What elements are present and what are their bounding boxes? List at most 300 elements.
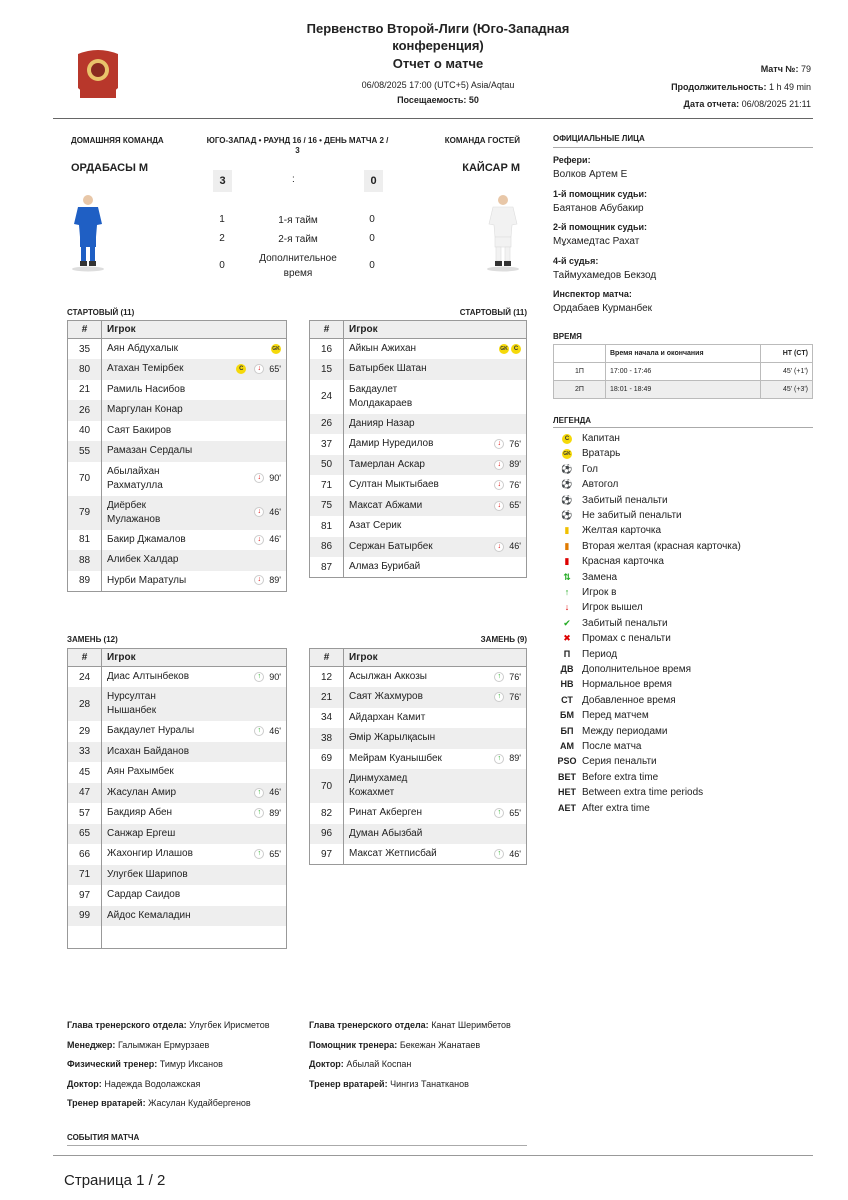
match-number — [761, 64, 811, 74]
table-row — [68, 803, 287, 824]
events-divider — [67, 1145, 527, 1146]
legend-symbol-icon: BET — [558, 771, 576, 782]
goalkeeper-icon: GK — [272, 345, 280, 352]
legend-item — [556, 770, 658, 785]
legend-title: ЛЕГЕНДА — [553, 416, 592, 425]
official-entry — [553, 289, 813, 323]
player-name: Әмір Жарылқасын — [349, 732, 436, 744]
staff-entry — [309, 1020, 511, 1030]
legend-text: Период — [582, 648, 618, 660]
table-row — [310, 708, 527, 729]
legend-symbol-icon: ✔ — [563, 617, 571, 628]
official-name: Волков Артем Е — [553, 169, 628, 180]
player-number: 86 — [310, 537, 344, 558]
table-row — [310, 769, 527, 803]
player-name: Батырбек Шатан — [349, 363, 427, 375]
table-row — [68, 762, 287, 783]
table-row — [68, 441, 287, 462]
officials-divider — [553, 147, 813, 148]
player-events — [217, 441, 286, 462]
player-number: 28 — [68, 687, 102, 721]
time-row — [554, 381, 813, 399]
staff-entry — [309, 1059, 411, 1069]
official-name: Таймухамедов Бекзод — [553, 269, 657, 281]
player-number: 26 — [68, 400, 102, 421]
home-starting-table — [67, 320, 287, 592]
official-role: Рефери: — [553, 155, 591, 165]
table-row — [310, 339, 527, 360]
col-number-header: # — [310, 321, 344, 339]
player-number: 33 — [68, 742, 102, 763]
player-number: 97 — [68, 885, 102, 906]
player-events — [217, 496, 286, 530]
player-name: Мейрам Куанышбек — [349, 752, 442, 764]
player-name: Динмухамед Кожахмет — [349, 773, 408, 798]
legend-symbol-icon: СТ — [561, 694, 573, 705]
event-minute: 46' — [509, 541, 521, 552]
legend-text: Между периодами — [582, 725, 668, 737]
away-period-2: 0 — [369, 233, 375, 244]
player-in-icon: ↑ — [494, 849, 504, 859]
legend-symbol-icon: AET — [558, 802, 576, 813]
table-row — [310, 749, 527, 770]
player-name-cell — [344, 803, 471, 824]
officials-title: ОФИЦИАЛЬНЫЕ ЛИЦА — [553, 134, 645, 143]
table-row — [68, 359, 287, 380]
player-number: 21 — [310, 687, 344, 708]
legend-text: Капитан — [582, 433, 620, 444]
time-range: 17:00 - 17:46 — [606, 363, 761, 381]
attendance-value: 50 — [468, 95, 479, 105]
player-in-icon: ↑ — [254, 849, 264, 859]
legend-text: Игрок вышел — [582, 602, 643, 614]
legend-text: Перед матчем — [582, 710, 649, 722]
time-period: 1П — [554, 363, 606, 381]
player-name: Диёрбек Мулажанов — [107, 499, 161, 525]
period-2-label: 2-я тайм — [278, 234, 318, 245]
legend-item — [556, 570, 617, 585]
player-number: 79 — [68, 496, 102, 530]
player-number: 21 — [68, 380, 102, 401]
legend-symbol-icon: ⚽ — [561, 494, 573, 505]
home-subs-table — [67, 648, 287, 949]
report-date — [684, 99, 811, 109]
player-number: 88 — [68, 550, 102, 571]
player-name: Диас Алтынбеков — [107, 671, 190, 682]
player-name: Максат Абжами — [349, 499, 423, 511]
time-col-range: Время начала и окончания — [606, 345, 761, 363]
staff-name: Абылай Коспан — [346, 1059, 412, 1069]
table-row — [310, 414, 527, 435]
table-row — [310, 475, 527, 496]
player-name-cell — [344, 339, 470, 360]
legend-item — [556, 724, 668, 739]
player-name: Сержан Батырбек — [349, 540, 433, 552]
player-name: Айкын Ажихан — [349, 343, 417, 354]
player-name: Бакир Джамалов — [107, 533, 186, 545]
legend-item — [556, 523, 661, 538]
player-out-icon: ↓ — [254, 535, 264, 545]
report-date-value: 06/08/2025 21:11 — [741, 99, 811, 109]
player-name-cell — [344, 434, 470, 455]
player-name-cell — [344, 475, 470, 496]
event-minute: 89' — [269, 807, 281, 818]
player-name: Абылайхан Рахматулла — [107, 465, 163, 491]
home-team-name: ОРДАБАСЫ М — [71, 162, 149, 174]
home-kit-icon — [70, 192, 106, 277]
home-score: 3 — [213, 170, 232, 192]
time-col-period — [554, 345, 606, 363]
player-number: 65 — [68, 824, 102, 845]
staff-entry — [67, 1059, 223, 1069]
match-duration — [671, 82, 811, 92]
table-row — [310, 434, 527, 455]
legend-text: Before extra time — [582, 771, 659, 783]
legend-symbol-icon: PSO — [557, 756, 577, 767]
time-row — [554, 363, 813, 381]
player-name: Сардар Саидов — [107, 889, 181, 901]
legend-item — [556, 801, 650, 816]
player-name-cell — [344, 687, 471, 708]
time-ht: 45' (+1') — [761, 363, 813, 381]
player-number: 66 — [68, 844, 102, 865]
period-1-label: 1-я тайм — [278, 215, 318, 226]
report-title: Первенство Второй-Лиги (Юго-Западная конференция) — [306, 21, 570, 53]
legend-item — [556, 631, 671, 646]
player-number: 29 — [68, 721, 102, 742]
player-events — [470, 455, 527, 476]
attendance-label: Посещаемость: — [397, 95, 467, 105]
legend-item — [556, 662, 691, 677]
legend-text: Забитый пенальти — [582, 494, 668, 506]
league-logo — [74, 48, 122, 106]
player-events — [228, 721, 287, 742]
table-row — [310, 844, 527, 865]
legend-text: After extra time — [582, 802, 650, 814]
event-minute: 90' — [269, 671, 281, 682]
legend-symbol-icon: П — [563, 648, 571, 659]
player-events — [217, 421, 286, 442]
legend-item — [556, 508, 682, 523]
player-name: Бакдияр Абен — [107, 807, 173, 819]
time-col-ht: HT (CT) — [761, 345, 813, 363]
staff-name: Жасулан Кудайбергенов — [148, 1098, 251, 1108]
staff-name: Надежда Водолажская — [104, 1078, 201, 1089]
official-role: 2-й помощник судьи: — [553, 222, 648, 232]
event-minute: 46' — [269, 787, 281, 798]
player-events — [217, 571, 286, 592]
player-name-cell — [102, 742, 228, 763]
legend-text: Замена — [582, 571, 618, 583]
player-name-cell — [344, 708, 471, 729]
player-name-cell — [102, 380, 218, 401]
player-name-cell — [102, 421, 218, 442]
legend-item — [556, 647, 617, 662]
staff-entry — [309, 1079, 469, 1089]
event-minute: 76' — [509, 671, 521, 682]
event-minute: 89' — [269, 575, 281, 585]
table-row — [310, 496, 527, 517]
legend-text: Игрок в — [582, 587, 617, 598]
header-divider — [53, 118, 813, 119]
staff-entry — [67, 1020, 270, 1030]
player-name-cell — [344, 359, 470, 380]
table-row — [68, 400, 287, 421]
staff-name: Тимур Иксанов — [159, 1059, 223, 1069]
away-team-name: КАЙСАР М — [462, 162, 520, 174]
player-name-cell — [102, 462, 218, 496]
table-row — [310, 667, 527, 688]
player-events — [217, 462, 286, 496]
player-name: Бакдаулет Нуралы — [107, 725, 195, 737]
player-name-cell — [102, 441, 218, 462]
player-name: Маргулан Конар — [107, 404, 183, 416]
attendance — [300, 95, 576, 105]
player-out-icon: ↓ — [254, 364, 264, 374]
table-row — [68, 496, 287, 530]
away-period-1: 0 — [369, 214, 375, 225]
time-range: 18:01 - 18:49 — [606, 381, 761, 399]
player-number: 82 — [310, 803, 344, 824]
official-role: 1-й помощник судьи: — [553, 188, 648, 199]
player-out-icon: ↓ — [494, 439, 504, 449]
staff-name: Канат Шеримбетов — [431, 1020, 511, 1030]
player-number: 24 — [68, 667, 102, 688]
home-period-extra: 0 — [219, 260, 225, 271]
official-entry — [553, 256, 813, 290]
player-out-icon: ↓ — [254, 507, 264, 517]
legend-item — [556, 585, 616, 600]
legend-text: Нормальное время — [582, 679, 672, 691]
table-row — [68, 885, 287, 906]
player-name: Айдархан Камит — [349, 711, 426, 723]
starting-away-label: СТАРТОВЫЙ (11) — [459, 308, 527, 317]
player-name: Азат Серик — [349, 520, 402, 532]
staff-role: Тренер вратарей: — [309, 1078, 388, 1089]
player-name-cell — [344, 844, 471, 865]
player-name-cell — [102, 824, 228, 845]
player-name: Исахан Байданов — [107, 745, 190, 757]
player-number: 15 — [310, 359, 344, 380]
event-minute: 90' — [269, 473, 281, 483]
player-number: 70 — [310, 769, 344, 803]
player-events — [471, 708, 527, 729]
table-row — [310, 557, 527, 578]
col-player-header: Игрок — [102, 649, 287, 667]
legend-text: Вратарь — [582, 448, 621, 460]
legend-item — [556, 693, 676, 708]
legend-item — [556, 493, 668, 508]
table-row — [68, 687, 287, 721]
player-number: 69 — [310, 749, 344, 770]
legend-text: Between extra time periods — [582, 787, 704, 799]
legend-text: Забитый пенальти — [582, 617, 668, 629]
player-in-icon: ↑ — [494, 754, 504, 764]
player-number: 24 — [310, 380, 344, 414]
player-name-cell — [344, 516, 470, 537]
player-name-cell — [102, 339, 218, 360]
player-name-cell — [344, 380, 470, 414]
legend-symbol-icon: ▮ — [564, 540, 570, 551]
event-minute: 65' — [509, 807, 521, 818]
player-number: 47 — [68, 783, 102, 804]
player-name: Аян Абдухалык — [107, 343, 179, 354]
table-header-row — [68, 321, 287, 339]
table-row — [310, 537, 527, 558]
player-name: Думан Абызбай — [349, 827, 423, 839]
event-minute: 76' — [509, 691, 521, 702]
legend-text: Желтая карточка — [582, 525, 662, 537]
official-entry — [553, 155, 813, 189]
time-ht: 45' (+3') — [761, 381, 813, 399]
legend-badge: C — [562, 434, 572, 444]
score-separator: : — [292, 174, 295, 185]
table-row — [310, 728, 527, 749]
player-name: Тамерлан Аскар — [349, 458, 425, 470]
legend-badge: GK — [563, 451, 571, 458]
table-row — [310, 824, 527, 845]
duration-value: 1 h 49 min — [768, 82, 811, 92]
player-name-cell — [102, 359, 218, 380]
player-out-icon: ↓ — [494, 480, 504, 490]
legend-text: Гол — [582, 463, 598, 475]
filler-cell — [68, 926, 102, 948]
player-events — [228, 803, 287, 824]
staff-role: Тренер вратарей: — [67, 1098, 146, 1108]
player-name: Аян Рахымбек — [107, 766, 174, 778]
event-minute: 65' — [269, 848, 281, 859]
legend-item — [556, 785, 703, 800]
legend-text: Дополнительное время — [582, 664, 692, 675]
player-events — [228, 906, 287, 927]
player-name: Нурби Маратулы — [107, 574, 187, 586]
table-row — [68, 865, 287, 886]
player-events — [217, 550, 286, 571]
player-name: Нурсултан Нышанбек — [107, 691, 157, 716]
player-name: Данияр Назар — [349, 417, 415, 429]
player-name-cell — [344, 667, 471, 688]
player-in-icon: ↑ — [494, 672, 504, 682]
legend-symbol-icon: БМ — [560, 710, 574, 721]
player-name-cell — [344, 537, 470, 558]
player-name-cell — [102, 400, 218, 421]
legend-symbol-icon: НВ — [560, 679, 574, 690]
player-events — [228, 667, 287, 688]
player-name-cell — [344, 455, 470, 476]
period-extra-label: Дополнительное время — [259, 253, 337, 279]
table-row — [68, 571, 287, 592]
table-row — [68, 783, 287, 804]
player-events — [471, 667, 527, 688]
subs-home-label: ЗАМЕНЬ (12) — [67, 635, 118, 644]
player-name-cell — [344, 414, 470, 435]
table-row — [68, 530, 287, 551]
player-name-cell — [344, 496, 470, 517]
player-name: Дамир Нуредилов — [349, 438, 434, 450]
player-name-cell — [102, 571, 218, 592]
player-name-cell — [102, 687, 228, 721]
player-name-cell — [102, 721, 228, 742]
player-in-icon: ↑ — [254, 808, 264, 818]
official-name: Ордабаев Курманбек — [553, 303, 653, 314]
col-player-header: Игрок — [344, 321, 527, 339]
official-entry — [553, 189, 813, 223]
player-name-cell — [344, 749, 471, 770]
legend-symbol-icon: ⚽ — [561, 510, 573, 520]
player-name: Асылжан Аккозы — [349, 671, 427, 682]
player-events — [470, 557, 527, 578]
player-name-cell — [344, 728, 471, 749]
player-events — [228, 844, 287, 865]
player-number: 38 — [310, 728, 344, 749]
player-name: Саят Бакиров — [107, 424, 172, 436]
event-minute: 65' — [509, 500, 521, 511]
player-events — [470, 475, 527, 496]
legend-item — [556, 739, 642, 754]
legend-text: Промах с пенальти — [582, 633, 671, 645]
player-in-icon: ↑ — [254, 726, 264, 736]
legend-item — [556, 616, 668, 631]
player-name-cell — [344, 769, 471, 803]
staff-role: Менеджер: — [67, 1039, 116, 1050]
player-number: 81 — [68, 530, 102, 551]
staff-role: Глава тренерского отдела: — [309, 1020, 429, 1030]
player-name-cell — [102, 865, 228, 886]
official-role: 4-й судья: — [553, 255, 599, 266]
player-events — [470, 339, 527, 360]
legend-symbol-icon: ⚽ — [561, 463, 573, 474]
event-minute: 46' — [269, 725, 281, 736]
player-name: Бакдаулет Молдакараев — [349, 383, 413, 409]
event-minute: 65' — [269, 363, 281, 374]
time-table — [553, 344, 813, 399]
table-row — [68, 380, 287, 401]
player-name-cell — [102, 530, 218, 551]
legend-text: Не забитый пенальти — [582, 510, 682, 521]
table-row — [310, 455, 527, 476]
legend-item — [556, 708, 649, 723]
player-name: Алибек Халдар — [107, 554, 179, 566]
legend-symbol-icon: ⇅ — [563, 571, 571, 582]
legend-item — [556, 754, 657, 769]
legend-symbol-icon: ↓ — [564, 602, 570, 613]
event-minute: 46' — [269, 534, 281, 545]
away-period-extra: 0 — [369, 260, 375, 271]
player-name-cell — [102, 762, 228, 783]
player-name: Рамиль Насибов — [107, 383, 186, 395]
table-row — [310, 516, 527, 537]
player-events — [470, 359, 527, 380]
match-number-value: 79 — [800, 64, 811, 74]
footer-divider — [53, 1155, 813, 1156]
player-events — [471, 728, 527, 749]
event-minute: 89' — [509, 753, 521, 764]
player-out-icon: ↓ — [494, 542, 504, 552]
player-events — [228, 885, 287, 906]
table-header-row — [310, 649, 527, 667]
player-name: Жасулан Амир — [107, 786, 177, 798]
player-in-icon: ↑ — [494, 692, 504, 702]
player-events — [228, 762, 287, 783]
official-role: Инспектор матча: — [553, 289, 632, 299]
player-name: Ринат Акберген — [349, 807, 422, 819]
player-name-cell — [102, 803, 228, 824]
player-events — [217, 400, 286, 421]
player-number: 99 — [68, 906, 102, 927]
player-number: 71 — [310, 475, 344, 496]
player-number: 26 — [310, 414, 344, 435]
player-name: Максат Жетписбай — [349, 848, 437, 859]
